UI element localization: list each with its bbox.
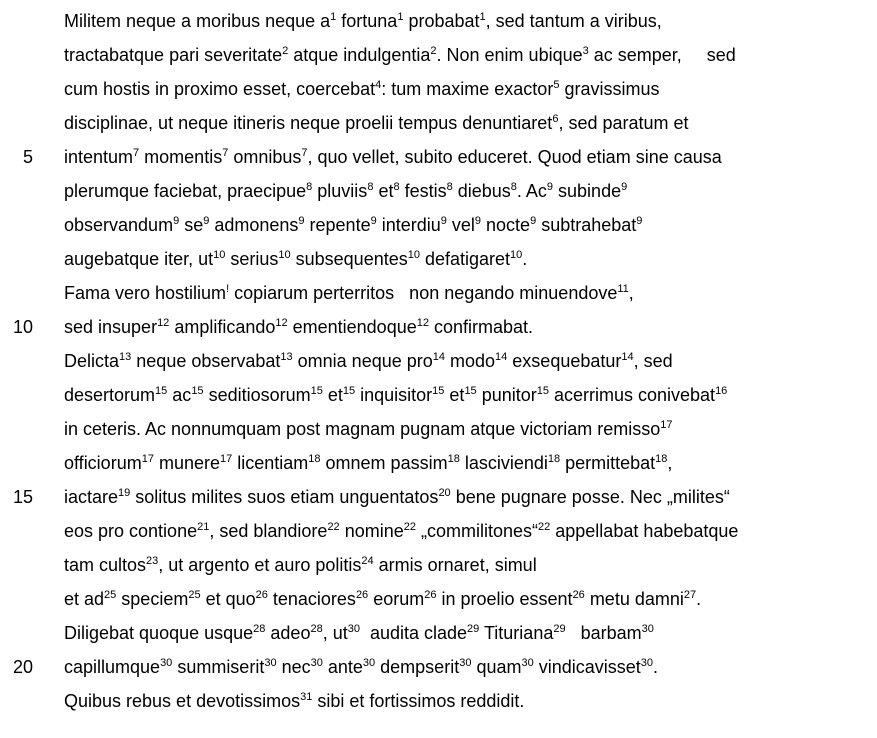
footnote-marker: 6 bbox=[552, 113, 559, 125]
footnote-marker: 7 bbox=[133, 147, 140, 159]
text-segment: tenaciores bbox=[267, 589, 356, 609]
text-segment: subtrahebat bbox=[536, 215, 637, 235]
footnote-marker: 14 bbox=[621, 351, 634, 363]
text-line bbox=[0, 414, 877, 448]
text-line bbox=[0, 142, 877, 176]
line-text bbox=[64, 414, 867, 444]
text-line bbox=[0, 278, 877, 312]
text-segment: eos pro contione bbox=[64, 521, 198, 541]
text-segment: ementiendoque bbox=[287, 317, 417, 337]
text-line bbox=[0, 108, 877, 142]
line-number: 5 bbox=[22, 147, 33, 167]
text-segment: , sed blandiore bbox=[209, 521, 328, 541]
footnote-marker: 16 bbox=[715, 385, 728, 397]
footnote-marker: 22 bbox=[327, 521, 340, 533]
line-text bbox=[64, 550, 867, 580]
footnote-marker: 1 bbox=[397, 11, 404, 23]
footnote-marker: 20 bbox=[438, 487, 451, 499]
text-segment: nomine bbox=[339, 521, 404, 541]
text-segment: modo bbox=[445, 351, 496, 371]
text-line bbox=[0, 176, 877, 210]
footnote-marker: 10 bbox=[213, 249, 226, 261]
text-segment: permittebat bbox=[560, 453, 656, 473]
text-line bbox=[0, 686, 877, 720]
footnote-marker: 26 bbox=[424, 589, 437, 601]
text-segment: in proelio essent bbox=[436, 589, 573, 609]
line-text bbox=[64, 652, 867, 682]
text-segment: gravissimus bbox=[559, 79, 660, 99]
text-segment: , ut bbox=[322, 623, 348, 643]
text-segment: momentis bbox=[139, 147, 223, 167]
text-segment: „commilitones“ bbox=[415, 521, 539, 541]
text-segment: . bbox=[653, 657, 659, 677]
text-segment: Quibus rebus et devotissimos bbox=[64, 691, 301, 711]
text-segment: confirmabat. bbox=[428, 317, 534, 337]
text-line bbox=[0, 74, 877, 108]
text-segment: observandum bbox=[64, 215, 174, 235]
text-segment: et ad bbox=[64, 589, 105, 609]
line-text bbox=[64, 210, 867, 240]
text-segment: disciplinae, ut neque itineris neque proelii tempus denuntiaret bbox=[64, 113, 553, 133]
text-segment: , sed paratum et bbox=[558, 113, 689, 133]
footnote-marker: 30 bbox=[641, 623, 654, 635]
text-segment: et quo bbox=[200, 589, 256, 609]
footnote-marker: 14 bbox=[495, 351, 508, 363]
footnote-marker: 26 bbox=[355, 589, 369, 601]
text-segment: barbam bbox=[565, 623, 642, 643]
footnote-marker: 1 bbox=[330, 11, 337, 23]
footnote-marker: 10 bbox=[510, 249, 523, 261]
text-segment: acerrimus conivebat bbox=[548, 385, 716, 405]
footnote-marker: 26 bbox=[255, 589, 268, 601]
footnote-marker: 25 bbox=[104, 589, 117, 601]
text-segment: omnia neque pro bbox=[292, 351, 433, 371]
text-segment: , ut argento et auro politis bbox=[158, 555, 362, 575]
line-text bbox=[64, 448, 867, 478]
text-segment: fortuna bbox=[336, 11, 398, 31]
text-line bbox=[0, 380, 877, 414]
footnote-marker: 9 bbox=[440, 215, 447, 227]
text-segment: officiorum bbox=[64, 453, 142, 473]
footnote-marker: 9 bbox=[298, 215, 305, 227]
text-segment: , sed bbox=[633, 351, 673, 371]
line-text bbox=[64, 278, 867, 308]
footnote-marker: 17 bbox=[220, 453, 233, 465]
text-segment: neque observabat bbox=[131, 351, 281, 371]
text-line bbox=[0, 6, 877, 40]
text-line bbox=[0, 346, 877, 380]
text-segment: : tum maxime exactor bbox=[381, 79, 554, 99]
footnote-marker: ! bbox=[226, 283, 230, 295]
footnote-marker: 13 bbox=[280, 351, 293, 363]
footnote-marker: 12 bbox=[416, 317, 429, 329]
footnote-marker: 29 bbox=[467, 623, 480, 635]
text-segment: admonens bbox=[209, 215, 299, 235]
footnote-marker: 15 bbox=[432, 385, 445, 397]
footnote-marker: 22 bbox=[538, 521, 551, 533]
text-segment: sed insuper bbox=[64, 317, 158, 337]
text-segment: , bbox=[667, 453, 673, 473]
line-text bbox=[64, 6, 867, 36]
text-segment: sibi et fortissimos reddidit. bbox=[312, 691, 525, 711]
footnote-marker: 3 bbox=[582, 45, 589, 57]
text-segment: ac semper, sed bbox=[588, 45, 736, 65]
text-segment: iactare bbox=[64, 487, 119, 507]
footnote-marker: 30 bbox=[362, 657, 376, 669]
text-segment: Fama vero hostilium bbox=[64, 283, 227, 303]
text-segment: vindicavisset bbox=[533, 657, 641, 677]
footnote-marker: 15 bbox=[155, 385, 168, 397]
text-line bbox=[0, 312, 877, 346]
footnote-marker: 9 bbox=[546, 181, 554, 193]
line-text bbox=[64, 584, 867, 614]
text-segment: se bbox=[179, 215, 204, 235]
footnote-marker: 30 bbox=[310, 657, 323, 669]
text-segment: probabat bbox=[403, 11, 480, 31]
text-segment: Delicta bbox=[64, 351, 120, 371]
footnote-marker: 15 bbox=[342, 385, 356, 397]
text-segment: speciem bbox=[116, 589, 189, 609]
text-segment: ac bbox=[167, 385, 192, 405]
footnote-marker: 18 bbox=[308, 453, 321, 465]
footnote-marker: 11 bbox=[617, 283, 629, 295]
footnote-marker: 30 bbox=[521, 657, 534, 669]
footnote-marker: 9 bbox=[530, 215, 537, 227]
text-segment: , sed tantum a viribus, bbox=[485, 11, 662, 31]
text-segment: cum hostis in proximo esset, coercebat bbox=[64, 79, 376, 99]
footnote-marker: 2 bbox=[282, 45, 289, 57]
footnote-marker: 30 bbox=[459, 657, 472, 669]
text-line bbox=[0, 584, 877, 618]
text-segment: armis ornaret, simul bbox=[373, 555, 537, 575]
footnote-marker: 7 bbox=[222, 147, 229, 159]
footnote-marker: 2 bbox=[430, 45, 437, 57]
footnote-marker: 19 bbox=[118, 487, 131, 499]
text-segment: , bbox=[628, 283, 634, 303]
text-segment: pluviis bbox=[312, 181, 368, 201]
footnote-marker: 28 bbox=[253, 623, 266, 635]
footnote-marker: 14 bbox=[432, 351, 446, 363]
footnote-marker: 7 bbox=[301, 147, 308, 159]
text-segment: omnibus bbox=[228, 147, 302, 167]
footnote-marker: 30 bbox=[160, 657, 173, 669]
footnote-marker: 9 bbox=[173, 215, 180, 227]
text-segment: subinde bbox=[553, 181, 622, 201]
line-text bbox=[64, 40, 867, 70]
line-number: 10 bbox=[12, 317, 33, 337]
text-line bbox=[0, 40, 877, 74]
text-segment: audita clade bbox=[359, 623, 468, 643]
text-segment: omnem passim bbox=[320, 453, 448, 473]
footnote-marker: 9 bbox=[474, 215, 482, 227]
line-text bbox=[64, 108, 867, 138]
footnote-marker: 4 bbox=[375, 79, 382, 91]
text-segment: bene pugnare posse. Nec „milites“ bbox=[450, 487, 730, 507]
text-segment: amplificando bbox=[169, 317, 276, 337]
footnote-marker: 26 bbox=[572, 589, 585, 601]
footnote-marker: 9 bbox=[203, 215, 210, 227]
footnote-marker: 10 bbox=[407, 249, 420, 261]
line-text bbox=[64, 516, 867, 546]
line-text bbox=[64, 686, 867, 716]
text-segment: festis bbox=[399, 181, 447, 201]
text-segment: copiarum perterritos non negando minuendove bbox=[229, 283, 618, 303]
text-segment: intentum bbox=[64, 147, 134, 167]
text-segment: . Non enim ubique bbox=[436, 45, 583, 65]
text-segment: quam bbox=[471, 657, 522, 677]
text-segment: vel bbox=[446, 215, 475, 235]
text-segment: nocte bbox=[481, 215, 531, 235]
footnote-marker: 15 bbox=[191, 385, 204, 397]
footnote-marker: 8 bbox=[510, 181, 517, 193]
text-segment: capillumque bbox=[64, 657, 161, 677]
line-text bbox=[64, 74, 867, 104]
latin-text-document bbox=[0, 6, 877, 720]
footnote-marker: 21 bbox=[197, 521, 210, 533]
footnote-marker: 17 bbox=[660, 419, 673, 431]
line-number: 20 bbox=[12, 657, 33, 677]
footnote-marker: 24 bbox=[361, 555, 374, 567]
footnote-marker: 27 bbox=[683, 589, 697, 601]
footnote-marker: 9 bbox=[621, 181, 628, 193]
text-line bbox=[0, 244, 877, 278]
text-segment: diebus bbox=[452, 181, 511, 201]
footnote-marker: 30 bbox=[347, 623, 360, 635]
line-text bbox=[64, 312, 867, 342]
footnote-marker: 18 bbox=[655, 453, 668, 465]
footnote-marker: 9 bbox=[370, 215, 377, 227]
line-text bbox=[64, 346, 867, 376]
text-segment: Tituriana bbox=[479, 623, 554, 643]
line-text bbox=[64, 618, 867, 648]
text-segment: defatigaret bbox=[419, 249, 511, 269]
text-segment: . bbox=[696, 589, 702, 609]
text-segment: metu damni bbox=[584, 589, 684, 609]
footnote-marker: 9 bbox=[636, 215, 643, 227]
text-segment: lasciviendi bbox=[459, 453, 548, 473]
footnote-marker: 1 bbox=[479, 11, 486, 23]
text-line bbox=[0, 618, 877, 652]
text-segment: tam cultos bbox=[64, 555, 147, 575]
text-segment: appellabat habebatque bbox=[550, 521, 739, 541]
footnote-marker: 12 bbox=[157, 317, 170, 329]
text-segment: punitor bbox=[476, 385, 537, 405]
text-line bbox=[0, 652, 877, 686]
text-segment: . Ac bbox=[516, 181, 547, 201]
text-segment: Diligebat quoque usque bbox=[64, 623, 254, 643]
text-segment: in ceteris. Ac nonnumquam post magnam pugnam atque victoriam remisso bbox=[64, 419, 661, 439]
text-segment: ante bbox=[322, 657, 363, 677]
line-text bbox=[64, 244, 867, 274]
footnote-marker: 8 bbox=[306, 181, 313, 193]
text-segment: inquisitor bbox=[355, 385, 433, 405]
footnote-marker: 31 bbox=[300, 691, 313, 703]
text-line bbox=[0, 210, 877, 244]
text-segment: , quo vellet, subito educeret. Quod etiam sine causa bbox=[307, 147, 722, 167]
text-segment: serius bbox=[225, 249, 279, 269]
text-segment: solitus milites suos etiam unguentatos bbox=[130, 487, 439, 507]
footnote-marker: 15 bbox=[464, 385, 477, 397]
text-segment: et bbox=[322, 385, 343, 405]
footnote-marker: 18 bbox=[447, 453, 460, 465]
footnote-marker: 12 bbox=[275, 317, 288, 329]
footnote-marker: 28 bbox=[310, 623, 323, 635]
text-segment: desertorum bbox=[64, 385, 156, 405]
text-segment: augebatque iter, ut bbox=[64, 249, 214, 269]
text-segment: licentiam bbox=[232, 453, 309, 473]
footnote-marker: 18 bbox=[547, 453, 561, 465]
text-segment: tractabatque pari severitate bbox=[64, 45, 283, 65]
line-text bbox=[64, 142, 867, 172]
text-segment: interdiu bbox=[376, 215, 441, 235]
text-segment: atque indulgentia bbox=[288, 45, 431, 65]
text-segment: dempserit bbox=[375, 657, 460, 677]
text-line bbox=[0, 516, 877, 550]
footnote-marker: 30 bbox=[640, 657, 654, 669]
text-line bbox=[0, 482, 877, 516]
text-segment: repente bbox=[304, 215, 371, 235]
text-segment: subsequentes bbox=[290, 249, 408, 269]
text-line bbox=[0, 448, 877, 482]
line-text bbox=[64, 482, 867, 512]
footnote-marker: 15 bbox=[310, 385, 323, 397]
footnote-marker: 13 bbox=[119, 351, 132, 363]
footnote-marker: 10 bbox=[278, 249, 291, 261]
text-segment: summiserit bbox=[172, 657, 265, 677]
text-segment: et bbox=[373, 181, 394, 201]
line-text bbox=[64, 380, 867, 410]
text-segment: Militem neque a moribus neque a bbox=[64, 11, 331, 31]
footnote-marker: 17 bbox=[141, 453, 154, 465]
line-text bbox=[64, 176, 867, 206]
text-line bbox=[0, 550, 877, 584]
line-number: 15 bbox=[12, 487, 33, 507]
footnote-marker: 25 bbox=[188, 589, 201, 601]
text-segment: et bbox=[444, 385, 465, 405]
text-segment: exsequebatur bbox=[507, 351, 622, 371]
footnote-marker: 8 bbox=[446, 181, 453, 193]
footnote-marker: 15 bbox=[536, 385, 549, 397]
text-segment: adeo bbox=[265, 623, 311, 643]
footnote-marker: 22 bbox=[403, 521, 416, 533]
text-segment: plerumque faciebat, praecipue bbox=[64, 181, 307, 201]
text-segment: nec bbox=[276, 657, 311, 677]
footnote-marker: 30 bbox=[264, 657, 277, 669]
text-segment: seditiosorum bbox=[203, 385, 311, 405]
footnote-marker: 8 bbox=[367, 181, 374, 193]
footnote-marker: 23 bbox=[146, 555, 159, 567]
text-segment: munere bbox=[153, 453, 220, 473]
text-segment: . bbox=[522, 249, 528, 269]
text-segment: eorum bbox=[368, 589, 425, 609]
footnote-marker: 8 bbox=[393, 181, 400, 193]
footnote-marker: 5 bbox=[553, 79, 560, 91]
footnote-marker: 29 bbox=[553, 623, 566, 635]
